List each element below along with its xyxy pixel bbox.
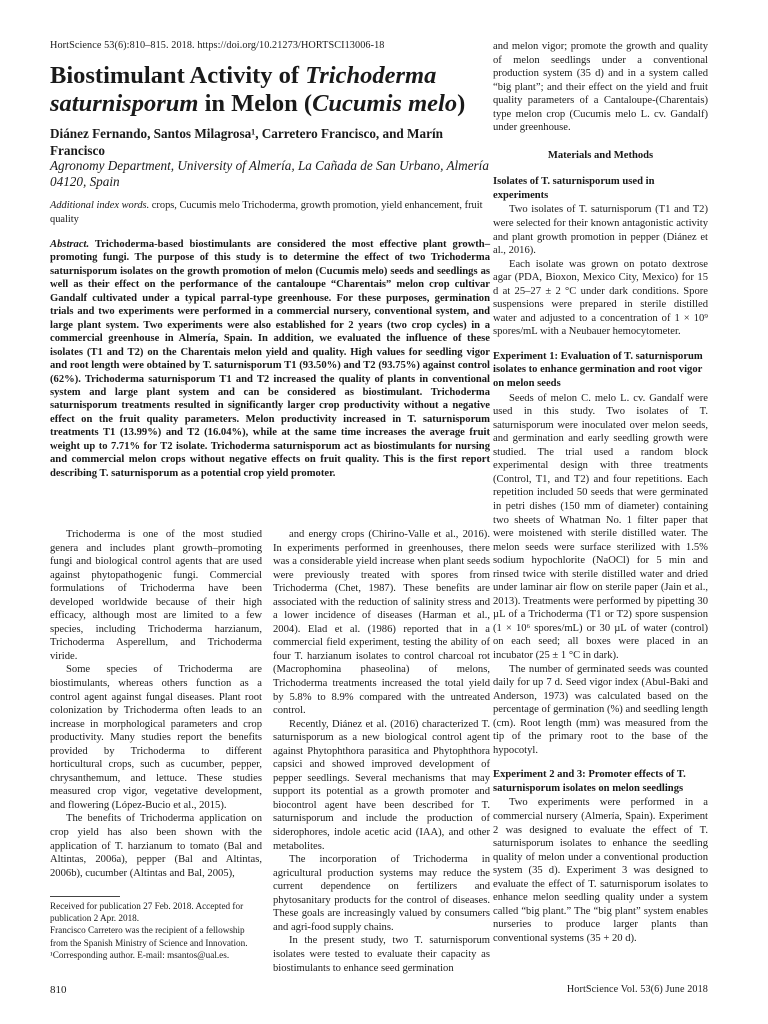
footnote: Francisco Carretero was the recipient of a fellowship from the Spanish Ministry of Science and Innovation. [50,925,248,948]
index-words [50,199,490,226]
affiliation: Agronomy Department, University of Almería, La Cañada de San Urbano, Almería 04120, Spain [50,158,489,189]
page-number: 810 [50,984,67,996]
index-words-text: crops, Cucumis melo Trichoderma, growth promotion, yield enhancement, fruit quality [50,200,483,225]
author-list: Diánez Fernando, Santos Milagrosa¹, Carretero Francisco, and Marín Francisco [50,126,443,158]
body-column-1 [50,528,262,880]
body-paragraph: Each isolate was grown on potato dextrose agar (PDA, Bioxon, Mexico City, Mexico) for 15 d at 25–27 ± 2 °C under dark conditions. Spore suspensions were prepared in sterile distilled water and adjusted to a concentration of 1 × 10⁹ spores/mL with a Neubauer hemocytometer. [493,258,708,338]
abstract-label: Abstract. [50,239,90,250]
subsection-heading-experiment-2-3: Experiment 2 and 3: Promoter effects of T. saturnisporum isolates on melon seedlings [493,769,686,794]
footnote: ¹Corresponding author. E-mail: msantos@ual.es. [50,949,230,960]
body-column-2 [273,528,490,975]
body-paragraph: Some species of Trichoderma are biostimulants, whereas others function as a control agent against fungal diseases. Plant root colonization by Trichoderma often leads to an increase in morphological parameters and crop productivity. Many studies report the benefits provided by Trichoderma to different horticultural crops, such as cucumber, pepper, chrysanthemum, and lettuce. These studies measured crop vigor, vegetative development, and flowering (López-Bucio et al., 2015). [50,664,262,811]
footnotes [50,900,262,961]
body-paragraph: The incorporation of Trichoderma in agricultural production systems may reduce the current dependence on fertilizers and phytosanitary products for the control of diseases. These goals are increasingly valued by consumers and agri-food supply chains. [273,854,490,933]
subsection-heading-isolates: Isolates of T. saturnisporum used in experiments [493,176,655,201]
body-paragraph: Recently, Diánez et al. (2016) characterized T. saturnisporum as a new biological control agent against Phytophthora parasitica and Phytophthora capsici and showed improved development of pepper seedlings. Several mechanisms that may support its potential as a growth promoter and biocontrol agent have been described for T. saturnisporum and include the production of siderophores, indole acetic acid (IAA), and other metabolites. [273,718,490,852]
subsection-heading-experiment-1: Experiment 1: Evaluation of T. saturnisporum isolates to enhance germination and root vigor on melon seeds [493,350,703,390]
body-paragraph: and melon vigor; promote the growth and quality of melon seedlings under a conventional production system (35 d) and in a system called “big plant”; and their effect on the yield and fruit quality parameters of a Cantaloupe-(Charentais) type melon crop (Cucumis melo L. cv. Gandalf) under greenhouse. [493,41,708,134]
body-paragraph: The benefits of Trichoderma application on crop yield has also been shown with the application of T. harzianum to tomato (Bal and Altintas, 2006a), pepper (Bal and Altintas, 2006b), cucumber (Altintas and Bal, 2005), [50,813,262,879]
footnote: Received for publication 27 Feb. 2018. Accepted for publication 2 Apr. 2018. [50,901,244,924]
title-text-1: Biostimulant Activity of [50,62,306,89]
running-head: HortScience 53(6):810–815. 2018. https://doi.org/10.21273/HORTSCI13006-18 [50,40,385,51]
title-text-2: in Melon ( [198,90,313,117]
body-paragraph: The number of germinated seeds was counted daily for up 7 d. Seed vigor index (Abul-Baki and Anderson, 1973) was calculated based on the percentage of germination (%) and seedling length (cm). Root length (mm) was measured from the tip of the primary root to the base of the hypocotyl. [493,663,708,756]
footer-journal: HortScience Vol. 53(6) June 2018 [566,984,708,995]
index-words-label: Additional index words. [50,200,150,211]
footnote-rule [50,896,120,897]
article-title [50,62,490,118]
body-paragraph: In the present study, two T. saturnisporum isolates were tested to evaluate their capacity as biostimulants to enhance seed germination [273,935,490,974]
title-text-3: ) [457,90,466,117]
body-paragraph: and energy crops (Chirino-Valle et al., 2016). In experiments performed in greenhouses, there was a considerable yield increase when plant seeds were previously treated with spores from Trichoderma (Chet, 1987). These benefits are associated with the reduction of salinity stress and a lower incidence of diseases (Harman et al., 2004). Elad et al. (1986) reported that in a commercial field experiment, testing the ability of four T. harzianum isolates to control charcoal rot (Macrophomina phaseolina) of melons, Trichoderma treatments increased the total yield by 5.8% to 8.9% compared with the untreated control. [273,529,490,717]
body-paragraph: Two isolates of T. saturnisporum (T1 and T2) were selected for their known antagonistic activity and plant growth promotion in pepper (Diánez et al., 2016). [493,204,708,257]
body-paragraph: Two experiments were performed in a commercial nursery (Almería, Spain). Experiment 2 was designed to evaluate the effect of T. saturnisporum isolates to enhance the seedling quality of melon under a conventional production system (35 d). Experiment 3 was designed to evaluate the effect of T. saturnisporum isolates to enhance melon seedling quality under a system called “big plant.” The “big plant” system enables nurseries to produce larger plants than conventional systems (35 + 20 d). [493,797,708,944]
body-paragraph: Seeds of melon C. melo L. cv. Gandalf were used in this study. Two isolates of T. saturnisporum were inoculated over melon seeds, and germination and early seedling growth were studied. The trial used a random block experimental design with three treatments (Control, T1, and T2) and four repetitions. Each repetition included 50 seeds that were germinated in petri dishes (150 mm of diameter) containing two sheets of Whatman No. 1 filter paper that were moistened with sterile distilled water. The melon seeds were surface sterilized with 1.5% sodium hypochlorite (NaOCl) for 5 min and rinsed twice with sterile distilled water and dried under laminar air flow on sterile paper (Jain et al., 2013). Treatments were performed by pipetting 30 µL of a Trichoderma (T1 or T2) spore suspension (1 × 10⁶ spores/mL) or 30 µL of water (control) on each seed; all boxes were placed in an incubator (25 ± 1 °C in dark). [493,392,708,661]
section-heading-materials: Materials and Methods [547,149,654,161]
title-species: Trichoderma saturnisporum [50,62,437,117]
body-column-3 [493,40,708,945]
abstract [50,238,490,480]
title-species-2: Cucumis melo [312,90,458,117]
body-paragraph: Trichoderma is one of the most studied genera and includes plant growth–promoting fungi and biological control agents that are used against phytopathogenic fungi. Commercial formulations of Trichoderma have been developed worldwide because of their high efficacy, although most are limited to a few species, including Trichoderma harzianum, Trichoderma Asperellum, and Trichoderma viride. [50,529,262,662]
abstract-text: Trichoderma-based biostimulants are considered the most effective plant growth–promoting fungi. The purpose of this study is to determine the effect of two Trichoderma saturnisporum isolates on the growth promotion of melon (Cucumis melo) seeds and seedlings as well as their effect on the performance of the cantaloupe “Charentais” melon crop cultivar Gandalf cultivated under a typical parral-type greenhouse. For these purposes, germination trials and two experiments were performed in a commercial nursery, conventional system, and large plant system. Two experiments were also established for 2 years (two crop cycles) in a commercial greenhouse in Almería, Spain. In addition, we evaluated the influence of these isolates (T1 and T2) on the Charentais melon yield and quality. High values for seedling vigor and root length were obtained by T. saturnisporum T1 (93.50%) and T2 (93.75%) against control (62%). Trichoderma saturnisporum T1 and T2 increased the quality of plants in conventional system and large plant system and can be considered as biostimulant. Trichoderma saturnisporum treatments resulted in significantly larger crop productivity without a negative effect on the fruit quality parameters. Melon productivity increased in T. saturnisporum treatments T1 (13.99%) and T2 (16.04%), while at the same time increases the average fruit weight up to 7.71% for T2 isolate. Trichoderma saturnisporum act as biostimulants for nursing and commercial melon crops without negative effects on fruit quality. This is the first report describing T. saturnisporum as a potential crop yield promoter. [50,239,490,479]
